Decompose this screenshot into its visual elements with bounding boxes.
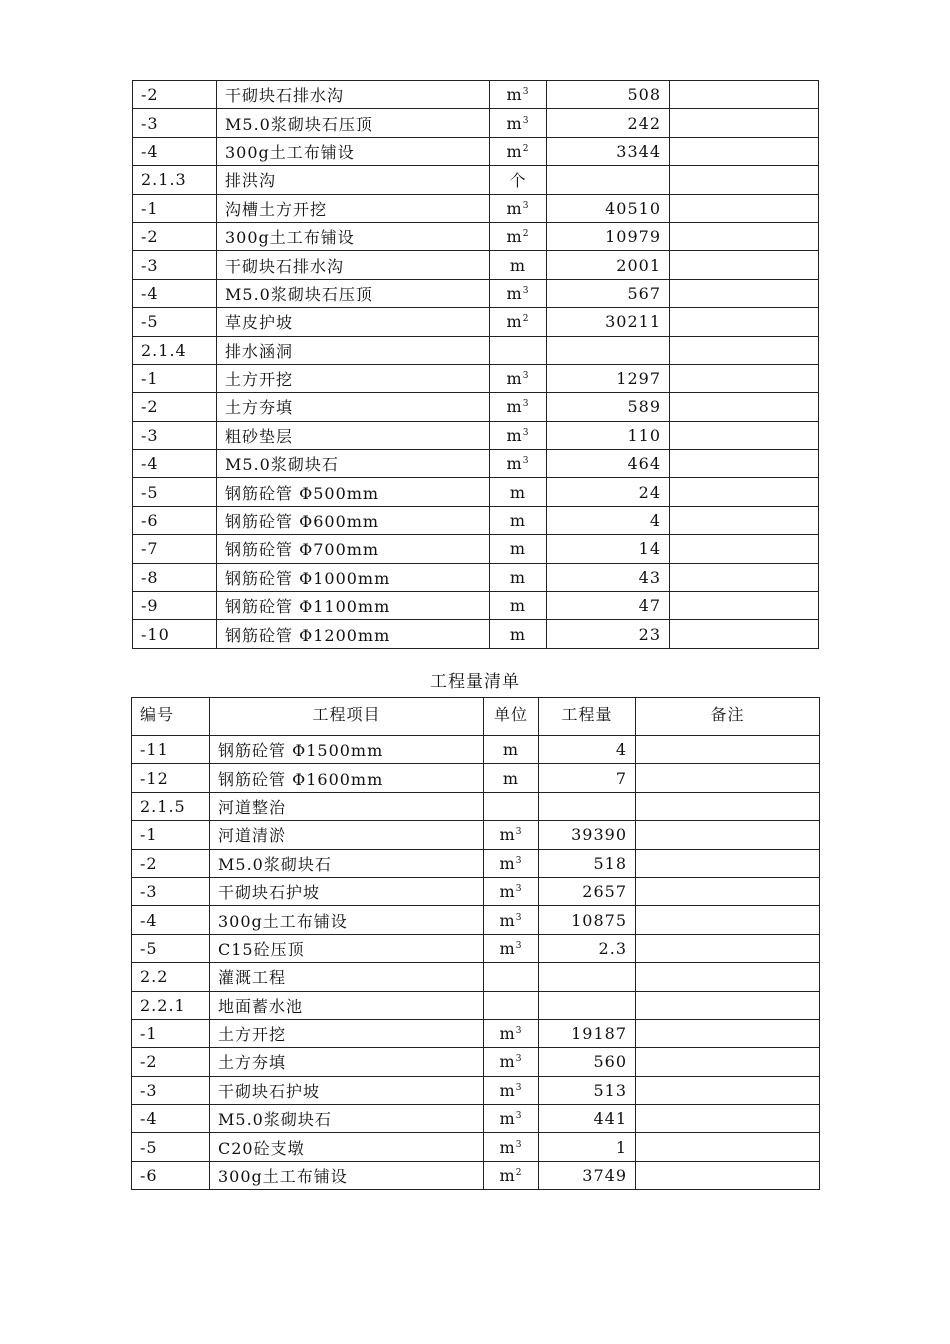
cell-unit	[484, 1076, 539, 1104]
cell-unit	[490, 251, 547, 279]
cell-note	[636, 877, 820, 905]
table-row	[132, 1161, 820, 1189]
cell-note	[636, 736, 820, 764]
unit-base: m	[509, 511, 527, 531]
cell-note	[670, 194, 819, 222]
cell-note	[636, 1133, 820, 1161]
unit-exponent: 3	[522, 371, 530, 382]
table-row	[132, 1133, 820, 1161]
table-row	[133, 592, 819, 620]
cell-no: 2.1.4	[133, 336, 217, 364]
cell-no: -2	[132, 1048, 210, 1076]
cell-qty: 560	[539, 1048, 636, 1076]
unit-exponent: 3	[515, 1111, 523, 1122]
unit-base: m	[509, 539, 527, 559]
cell-item: 沟槽土方开挖	[217, 194, 490, 222]
cell-note	[636, 934, 820, 962]
cell-no: -3	[132, 877, 210, 905]
cell-unit	[490, 109, 547, 137]
cell-unit	[490, 478, 547, 506]
table-row	[133, 336, 819, 364]
cell-unit	[484, 906, 539, 934]
unit-base: m	[502, 768, 520, 788]
cell-unit	[490, 166, 547, 194]
cell-qty: 10875	[539, 906, 636, 934]
cell-qty	[547, 336, 670, 364]
cell-no: -1	[133, 364, 217, 392]
unit-base: m	[506, 113, 523, 133]
cell-note	[636, 1105, 820, 1133]
cell-item: M5.0浆砌块石	[217, 450, 490, 478]
cell-note	[670, 364, 819, 392]
cell-qty: 19187	[539, 1019, 636, 1047]
unit-base: m	[499, 1109, 516, 1129]
cell-item: 河道清淤	[210, 821, 484, 849]
cell-note	[636, 821, 820, 849]
cell-qty: 508	[547, 81, 670, 109]
cell-note	[670, 620, 819, 648]
cell-item: 钢筋砼管 Φ700mm	[217, 535, 490, 563]
cell-note	[670, 421, 819, 449]
table-row	[133, 222, 819, 250]
cell-no: -2	[133, 393, 217, 421]
cell-qty: 1297	[547, 364, 670, 392]
unit-base: m	[499, 1166, 516, 1186]
table-row	[132, 906, 820, 934]
cell-no: -1	[132, 1019, 210, 1047]
cell-unit	[484, 1161, 539, 1189]
cell-no: 2.2	[132, 963, 210, 991]
cell-note	[636, 991, 820, 1019]
cell-unit	[484, 1048, 539, 1076]
cell-note	[670, 81, 819, 109]
cell-no: 2.2.1	[132, 991, 210, 1019]
cell-note	[670, 336, 819, 364]
cell-no: -3	[133, 421, 217, 449]
unit-base: m	[499, 1024, 516, 1044]
unit-exponent: 3	[515, 827, 523, 838]
table-row	[133, 478, 819, 506]
cell-item: 排洪沟	[217, 166, 490, 194]
cell-item: M5.0浆砌块石压顶	[217, 279, 490, 307]
cell-item: M5.0浆砌块石	[210, 849, 484, 877]
cell-no: 2.1.5	[132, 792, 210, 820]
unit-base: m	[499, 853, 516, 873]
cell-unit	[490, 81, 547, 109]
cell-no: -2	[133, 81, 217, 109]
cell-unit	[484, 1019, 539, 1047]
cell-qty: 110	[547, 421, 670, 449]
table-row	[133, 563, 819, 591]
unit-exponent: 2	[522, 143, 530, 154]
cell-note	[636, 849, 820, 877]
cell-no: -10	[133, 620, 217, 648]
cell-note	[670, 137, 819, 165]
cell-item: 河道整治	[210, 792, 484, 820]
table-row	[133, 364, 819, 392]
table-row	[132, 821, 820, 849]
cell-unit	[490, 535, 547, 563]
unit-base: m	[506, 454, 523, 474]
cell-item: 干砌块石排水沟	[217, 81, 490, 109]
cell-item: 300g土工布铺设	[210, 1161, 484, 1189]
cell-note	[670, 166, 819, 194]
unit-exponent: 3	[515, 1054, 523, 1065]
unit-base: m	[506, 397, 523, 417]
cell-unit	[490, 563, 547, 591]
cell-no: -2	[132, 849, 210, 877]
table-row	[132, 1076, 820, 1104]
table-row	[132, 1048, 820, 1076]
unit-exponent: 3	[522, 115, 530, 126]
cell-no: 2.1.3	[133, 166, 217, 194]
cell-no: -4	[133, 450, 217, 478]
unit-exponent: 3	[515, 1026, 523, 1037]
cell-no: -1	[133, 194, 217, 222]
table-row	[132, 764, 820, 792]
cell-unit	[490, 194, 547, 222]
cell-item: M5.0浆砌块石压顶	[217, 109, 490, 137]
unit-base: m	[509, 596, 527, 616]
cell-unit	[484, 991, 539, 1019]
cell-item: 干砌块石护坡	[210, 877, 484, 905]
cell-unit	[490, 592, 547, 620]
cell-unit	[490, 506, 547, 534]
unit-base: m	[509, 255, 527, 275]
table-row	[133, 450, 819, 478]
cell-note	[670, 592, 819, 620]
quantity-table-bottom-body	[132, 736, 820, 1190]
unit-base: 个	[509, 171, 527, 191]
cell-no: -4	[132, 1105, 210, 1133]
cell-item: 300g土工布铺设	[217, 222, 490, 250]
table-row	[133, 620, 819, 648]
cell-no: -6	[133, 506, 217, 534]
cell-qty: 589	[547, 393, 670, 421]
table-row	[133, 535, 819, 563]
cell-qty: 3344	[547, 137, 670, 165]
unit-exponent: 3	[522, 456, 530, 467]
table-row	[132, 934, 820, 962]
cell-qty: 14	[547, 535, 670, 563]
unit-base: m	[502, 740, 520, 760]
cell-qty: 43	[547, 563, 670, 591]
cell-qty: 7	[539, 764, 636, 792]
unit-exponent: 3	[522, 427, 530, 438]
cell-item: 土方夯填	[210, 1048, 484, 1076]
cell-no: -12	[132, 764, 210, 792]
unit-base: m	[506, 283, 523, 303]
table-row	[132, 1019, 820, 1047]
table-row	[133, 166, 819, 194]
unit-exponent: 3	[522, 285, 530, 296]
table-row	[133, 251, 819, 279]
quantity-table-top-body	[133, 81, 819, 649]
cell-qty: 441	[539, 1105, 636, 1133]
cell-no: -5	[132, 934, 210, 962]
table-row	[132, 849, 820, 877]
cell-item: 钢筋砼管 Φ1100mm	[217, 592, 490, 620]
cell-qty: 2657	[539, 877, 636, 905]
unit-base: m	[506, 312, 523, 332]
cell-qty	[547, 166, 670, 194]
table-row	[132, 1105, 820, 1133]
cell-no: -5	[133, 308, 217, 336]
cell-item: 钢筋砼管 Φ1000mm	[217, 563, 490, 591]
cell-qty: 4	[539, 736, 636, 764]
cell-qty	[539, 792, 636, 820]
cell-unit	[484, 849, 539, 877]
unit-base: m	[499, 1137, 516, 1157]
cell-note	[670, 308, 819, 336]
cell-item: 干砌块石排水沟	[217, 251, 490, 279]
cell-item: 300g土工布铺设	[210, 906, 484, 934]
cell-note	[670, 222, 819, 250]
cell-qty: 518	[539, 849, 636, 877]
cell-qty: 39390	[539, 821, 636, 849]
cell-qty: 2001	[547, 251, 670, 279]
cell-unit	[484, 736, 539, 764]
cell-unit	[490, 393, 547, 421]
cell-qty: 23	[547, 620, 670, 648]
cell-note	[636, 1048, 820, 1076]
cell-item: 钢筋砼管 Φ1600mm	[210, 764, 484, 792]
header-note: 备注	[636, 698, 820, 736]
cell-qty: 3749	[539, 1161, 636, 1189]
cell-note	[636, 963, 820, 991]
cell-qty: 30211	[547, 308, 670, 336]
cell-note	[636, 792, 820, 820]
cell-item: C20砼支墩	[210, 1133, 484, 1161]
unit-exponent: 2	[522, 314, 530, 325]
unit-base: m	[509, 567, 527, 587]
unit-base: m	[506, 85, 523, 105]
cell-note	[670, 535, 819, 563]
unit-base: m	[499, 882, 516, 902]
unit-base: m	[499, 938, 516, 958]
table-row	[133, 393, 819, 421]
header-unit: 单位	[484, 698, 539, 736]
cell-note	[636, 906, 820, 934]
cell-no: -4	[132, 906, 210, 934]
table-row	[133, 308, 819, 336]
cell-note	[670, 563, 819, 591]
cell-unit	[490, 450, 547, 478]
cell-note	[636, 1161, 820, 1189]
header-no: 编号	[132, 698, 210, 736]
unit-base: m	[509, 624, 527, 644]
cell-item: 土方开挖	[210, 1019, 484, 1047]
table-row	[133, 421, 819, 449]
cell-qty: 242	[547, 109, 670, 137]
cell-no: -9	[133, 592, 217, 620]
cell-qty: 47	[547, 592, 670, 620]
table-row	[133, 279, 819, 307]
unit-exponent: 3	[515, 1139, 523, 1150]
cell-no: -5	[133, 478, 217, 506]
cell-no: -6	[132, 1161, 210, 1189]
cell-no: -4	[133, 137, 217, 165]
cell-note	[670, 109, 819, 137]
cell-no: -2	[133, 222, 217, 250]
unit-base: m	[506, 425, 523, 445]
cell-item: M5.0浆砌块石	[210, 1105, 484, 1133]
cell-item: 钢筋砼管 Φ500mm	[217, 478, 490, 506]
cell-qty: 464	[547, 450, 670, 478]
cell-unit	[484, 963, 539, 991]
cell-unit	[490, 222, 547, 250]
cell-no: -8	[133, 563, 217, 591]
header-row	[132, 698, 820, 736]
cell-item: 钢筋砼管 Φ600mm	[217, 506, 490, 534]
cell-unit	[490, 620, 547, 648]
cell-qty: 40510	[547, 194, 670, 222]
cell-note	[636, 1019, 820, 1047]
table-row	[132, 877, 820, 905]
cell-qty: 513	[539, 1076, 636, 1104]
unit-base: m	[506, 141, 523, 161]
cell-qty: 567	[547, 279, 670, 307]
quantity-table-bottom	[131, 697, 820, 1190]
unit-exponent: 3	[515, 884, 523, 895]
cell-item: 土方夯填	[217, 393, 490, 421]
cell-unit	[484, 792, 539, 820]
cell-item: 灌溉工程	[210, 963, 484, 991]
unit-exponent: 2	[515, 1168, 523, 1179]
header-qty: 工程量	[539, 698, 636, 736]
table-row	[132, 792, 820, 820]
cell-unit	[490, 421, 547, 449]
unit-exponent: 3	[515, 912, 523, 923]
cell-note	[670, 450, 819, 478]
cell-unit	[484, 877, 539, 905]
cell-no: -3	[132, 1076, 210, 1104]
cell-no: -11	[132, 736, 210, 764]
cell-no: -3	[133, 109, 217, 137]
unit-exponent: 3	[515, 940, 523, 951]
unit-base: m	[499, 1052, 516, 1072]
table-row	[133, 109, 819, 137]
table-row	[133, 81, 819, 109]
cell-qty: 4	[547, 506, 670, 534]
cell-item: 排水涵洞	[217, 336, 490, 364]
cell-unit	[490, 336, 547, 364]
table-row	[133, 506, 819, 534]
unit-base: m	[506, 198, 523, 218]
cell-item: 草皮护坡	[217, 308, 490, 336]
unit-base: m	[506, 369, 523, 389]
table-row	[133, 137, 819, 165]
header-item: 工程项目	[210, 698, 484, 736]
cell-qty: 1	[539, 1133, 636, 1161]
cell-item: 钢筋砼管 Φ1500mm	[210, 736, 484, 764]
table-row	[132, 736, 820, 764]
cell-qty: 24	[547, 478, 670, 506]
unit-exponent: 3	[522, 200, 530, 211]
unit-base: m	[499, 825, 516, 845]
cell-no: -3	[133, 251, 217, 279]
unit-exponent: 3	[522, 87, 530, 98]
cell-unit	[484, 1105, 539, 1133]
unit-base: m	[499, 910, 516, 930]
cell-item: C15砼压顶	[210, 934, 484, 962]
unit-base: m	[506, 227, 523, 247]
cell-note	[636, 1076, 820, 1104]
cell-note	[670, 251, 819, 279]
table-row	[132, 963, 820, 991]
cell-item: 粗砂垫层	[217, 421, 490, 449]
cell-unit	[484, 764, 539, 792]
cell-item: 干砌块石护坡	[210, 1076, 484, 1104]
unit-exponent: 2	[522, 229, 530, 240]
cell-note	[670, 478, 819, 506]
cell-qty: 10979	[547, 222, 670, 250]
cell-unit	[490, 364, 547, 392]
cell-unit	[490, 137, 547, 165]
cell-qty: 2.3	[539, 934, 636, 962]
unit-exponent: 3	[515, 855, 523, 866]
unit-exponent: 3	[522, 399, 530, 410]
cell-item: 钢筋砼管 Φ1200mm	[217, 620, 490, 648]
cell-no: -7	[133, 535, 217, 563]
quantity-table-top	[132, 80, 819, 649]
cell-note	[670, 279, 819, 307]
table-caption: 工程量清单	[430, 672, 520, 692]
cell-note	[670, 393, 819, 421]
unit-exponent: 3	[515, 1082, 523, 1093]
cell-item: 土方开挖	[217, 364, 490, 392]
cell-qty	[539, 963, 636, 991]
cell-item: 300g土工布铺设	[217, 137, 490, 165]
cell-note	[670, 506, 819, 534]
cell-no: -5	[132, 1133, 210, 1161]
cell-qty	[539, 991, 636, 1019]
cell-item: 地面蓄水池	[210, 991, 484, 1019]
cell-unit	[484, 934, 539, 962]
cell-unit	[490, 308, 547, 336]
table-row	[132, 991, 820, 1019]
cell-unit	[490, 279, 547, 307]
cell-no: -1	[132, 821, 210, 849]
cell-note	[636, 764, 820, 792]
unit-base: m	[509, 482, 527, 502]
unit-base: m	[499, 1080, 516, 1100]
cell-unit	[484, 821, 539, 849]
cell-unit	[484, 1133, 539, 1161]
cell-no: -4	[133, 279, 217, 307]
table-row	[133, 194, 819, 222]
